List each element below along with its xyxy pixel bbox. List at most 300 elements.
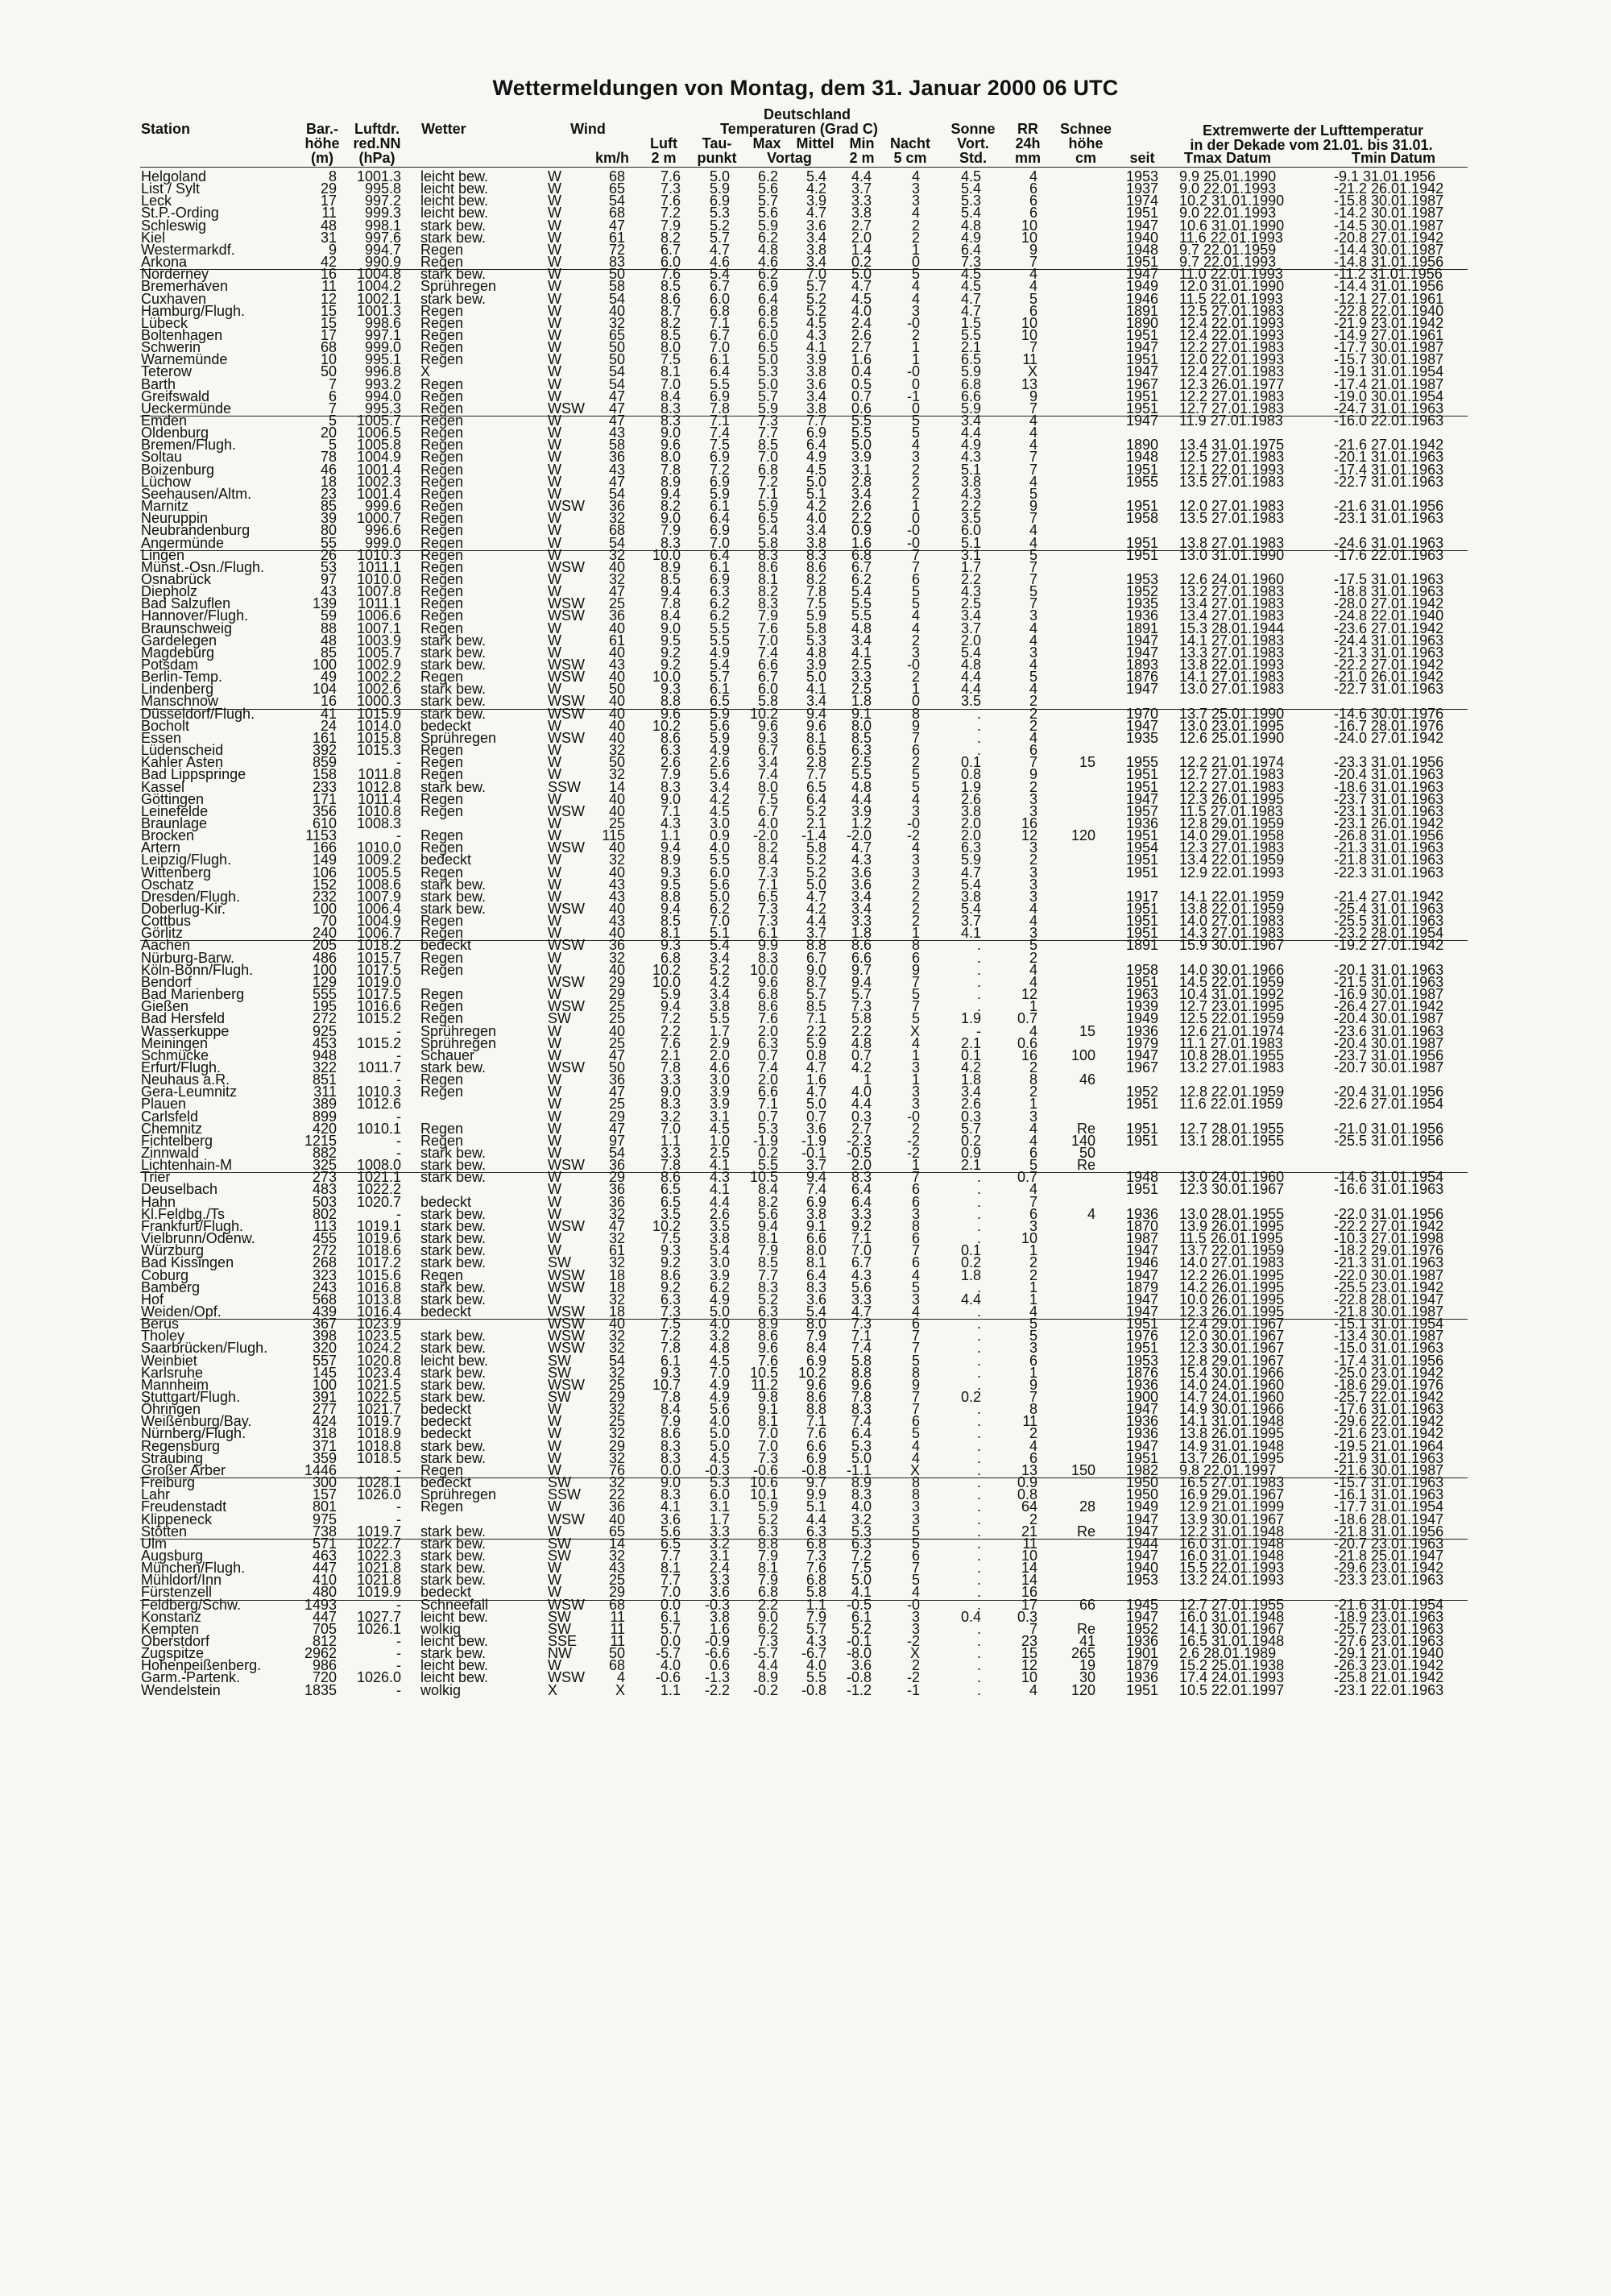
cell-min: 8.0 [851, 718, 872, 734]
cell-wetter: stark bew. [420, 218, 487, 234]
cell-max: 7.3 [757, 913, 778, 929]
cell-tmin: -23.1 31.01.1963 [1334, 510, 1444, 526]
header-bar-hoehe: (m) [311, 150, 333, 166]
cell-sonne: 6.3 [960, 839, 981, 856]
cell-min: 6.7 [851, 559, 872, 575]
cell-sonne: 6.6 [960, 388, 981, 404]
cell-bar: 31 [320, 230, 337, 246]
cell-nacht: 8 [911, 706, 920, 722]
cell-luftdruck: 1005.5 [356, 864, 401, 881]
cell-luft: 8.0 [660, 449, 681, 465]
cell-seit: 1901 [1126, 1645, 1159, 1661]
cell-tmin: -29.6 23.01.1942 [1334, 1560, 1444, 1576]
cell-min: 4.3 [851, 1267, 872, 1283]
cell-max: 5.2 [757, 1511, 778, 1527]
cell-wind-speed: 25 [608, 1010, 625, 1026]
cell-luftdruck: 1027.7 [356, 1609, 401, 1625]
cell-wind-speed: 32 [608, 315, 625, 331]
cell-taupunkt: 0.6 [709, 1657, 730, 1673]
cell-mittel: 4.4 [806, 913, 826, 929]
cell-taupunkt: 3.4 [709, 986, 730, 1002]
cell-tmax: 14.3 27.01.1983 [1179, 925, 1285, 941]
cell-station: Weiden/Opf. [141, 1303, 222, 1320]
cell-luftdruck: 1011.1 [358, 595, 401, 611]
cell-min: 5.7 [851, 986, 872, 1002]
cell-tmin: -18.2 29.01.1976 [1334, 1242, 1444, 1258]
cell-tmin: -14.5 30.01.1987 [1334, 218, 1444, 234]
cell-tmin: -24.0 27.01.1942 [1334, 730, 1444, 746]
cell-sonne: 1.5 [960, 315, 981, 331]
cell-mittel: 4.2 [806, 498, 826, 514]
cell-wind-speed: 29 [608, 1438, 625, 1454]
cell-luft: 3.3 [660, 1145, 681, 1161]
cell-nacht: 4 [911, 1438, 920, 1454]
cell-luftdruck: 1023.9 [356, 1316, 401, 1332]
cell-max: 6.8 [757, 462, 778, 478]
cell-bar: 948 [312, 1047, 337, 1063]
cell-mittel: 5.9 [806, 1035, 826, 1051]
cell-seit: 1936 [1126, 1669, 1159, 1685]
cell-wetter: bedeckt [420, 1401, 472, 1417]
cell-taupunkt: 4.0 [709, 1413, 730, 1429]
cell-luftdruck: 1011.8 [358, 766, 401, 782]
cell-min: 6.2 [851, 571, 872, 587]
cell-bar: 166 [312, 839, 337, 856]
cell-tmin: -20.1 31.01.1963 [1334, 962, 1444, 978]
cell-taupunkt: 6.4 [709, 363, 730, 379]
cell-luft: 7.8 [660, 595, 681, 611]
cell-mittel: 8.2 [806, 571, 826, 587]
cell-tmax: 12.2 27.01.1983 [1179, 339, 1285, 355]
cell-taupunkt: 3.3 [709, 1572, 730, 1588]
cell-nacht: 2 [911, 486, 920, 502]
cell-wind-dir: WSW [548, 1597, 585, 1613]
cell-luftdruck: 1026.0 [356, 1486, 401, 1502]
cell-seit: 1953 [1126, 168, 1159, 184]
cell-tmax: 16.0 31.01.1948 [1179, 1548, 1285, 1564]
cell-wetter: Regen [420, 376, 464, 392]
cell-min: 2.8 [851, 474, 872, 490]
cell-bar: 10 [320, 351, 337, 367]
header-deutschland: Deutschland [763, 106, 851, 122]
cell-wind-dir: SW [548, 1474, 571, 1490]
cell-min: 2.0 [851, 230, 872, 246]
cell-mittel: 4.1 [806, 681, 826, 697]
cell-sonne: . [976, 1548, 981, 1564]
cell-nacht: 1 [911, 925, 920, 941]
header-min: 2 m [849, 150, 875, 166]
cell-nacht: 4 [911, 1267, 920, 1283]
cell-luft: 9.0 [660, 791, 681, 807]
cell-luft: 9.6 [660, 706, 681, 722]
cell-wetter: Regen [420, 791, 464, 807]
cell-mittel: 6.8 [806, 1572, 826, 1588]
cell-max: 4.6 [757, 254, 778, 270]
cell-mittel: 6.4 [806, 437, 826, 453]
cell-tmax: 15.2 25.01.1938 [1179, 1657, 1285, 1673]
cell-wetter: Regen [420, 303, 464, 319]
cell-seit: 1940 [1126, 1560, 1159, 1576]
cell-luftdruck: 1015.7 [356, 950, 401, 966]
cell-taupunkt: 7.0 [709, 913, 730, 929]
cell-min: 0.2 [851, 254, 872, 270]
cell-taupunkt: 6.2 [709, 901, 730, 917]
cell-rr: 4 [1029, 522, 1037, 538]
cell-wind-speed: 40 [608, 559, 625, 575]
cell-max: 5.7 [757, 388, 778, 404]
cell-bar: 371 [312, 1438, 337, 1454]
cell-wetter: Regen [420, 1498, 464, 1515]
cell-nacht: 6 [911, 1316, 920, 1332]
cell-taupunkt: 3.2 [709, 1536, 730, 1552]
cell-wetter: Regen [420, 425, 464, 441]
cell-min: -1.1 [846, 1462, 872, 1478]
cell-wind-speed: 54 [608, 535, 625, 551]
cell-nacht: 3 [911, 1059, 920, 1075]
cell-station: Köln-Bonn/Flugh. [141, 962, 254, 978]
cell-luftdruck: 1019.9 [356, 1584, 401, 1600]
cell-mittel: 3.9 [806, 657, 826, 673]
cell-wind-dir: SSE [548, 1633, 578, 1649]
cell-sonne: 2.6 [960, 1096, 981, 1112]
cell-taupunkt: 5.9 [709, 180, 730, 197]
cell-luft: 0.0 [660, 1597, 681, 1613]
cell-wetter: Regen [420, 437, 464, 453]
cell-max: -1.9 [752, 1133, 778, 1149]
cell-tmax: 14.5 22.01.1959 [1179, 974, 1285, 990]
cell-luft: 8.3 [660, 1450, 681, 1466]
cell-min: 5.0 [851, 437, 872, 453]
cell-station: Klippeneck [141, 1511, 213, 1527]
cell-luft: 8.4 [660, 607, 681, 624]
cell-station: Karlsruhe [141, 1365, 204, 1381]
cell-wind-speed: 14 [608, 779, 625, 795]
header-sonne: Std. [959, 150, 987, 166]
cell-wind-speed: 32 [608, 1291, 625, 1308]
cell-nacht: 7 [911, 974, 920, 990]
cell-station: Lüdenscheid [141, 742, 224, 758]
cell-luft: 8.6 [660, 730, 681, 746]
cell-max: -0.2 [752, 1682, 778, 1698]
cell-luft: 8.4 [660, 1401, 681, 1417]
cell-bar: 272 [312, 1010, 337, 1026]
cell-luft: 8.3 [660, 535, 681, 551]
cell-wind-dir: WSW [548, 1316, 585, 1332]
cell-rr: 11 [1022, 1413, 1037, 1429]
cell-bar: 100 [312, 901, 337, 917]
cell-tmax: 9.9 25.01.1990 [1179, 168, 1277, 184]
cell-wind-dir: SSW [548, 1486, 582, 1502]
cell-wetter: stark bew. [420, 230, 487, 246]
cell-tmin: -18.6 28.01.1947 [1334, 1511, 1444, 1527]
cell-rr: 2 [1029, 1254, 1037, 1270]
cell-rr: 4 [1029, 901, 1037, 917]
cell-taupunkt: 4.5 [709, 1353, 730, 1369]
cell-station: Bad Hersfeld [141, 1010, 226, 1026]
cell-sonne: 6.5 [960, 351, 981, 367]
cell-min: 1.4 [851, 242, 872, 258]
cell-station: Lüchow [141, 474, 192, 490]
cell-tmax: 12.8 29.01.1967 [1179, 1353, 1285, 1369]
cell-rr: 2 [1029, 1267, 1037, 1283]
cell-wetter: Regen [420, 522, 464, 538]
cell-min: 7.0 [851, 1242, 872, 1258]
cell-luft: 6.1 [660, 1609, 681, 1625]
cell-tmin: -17.5 31.01.1963 [1334, 571, 1444, 587]
cell-station: Gießen [141, 998, 189, 1014]
cell-taupunkt: 5.3 [709, 205, 730, 221]
cell-sonne: . [976, 742, 981, 758]
cell-taupunkt: 3.1 [709, 1109, 730, 1125]
cell-min: 2.7 [851, 339, 872, 355]
cell-seit: 1951 [1126, 1340, 1159, 1356]
cell-wind-dir: W [548, 1096, 561, 1112]
cell-max: 10.5 [749, 1169, 778, 1185]
cell-tmin: -14.8 31.01.1956 [1334, 254, 1444, 270]
cell-taupunkt: 6.2 [709, 595, 730, 611]
cell-wind-dir: SW [548, 1389, 571, 1405]
cell-wind-speed: 18 [608, 1303, 625, 1320]
cell-rr: 23 [1021, 1633, 1037, 1649]
cell-station: List / Sylt [141, 180, 201, 197]
cell-station: Erfurt/Flugh. [141, 1059, 222, 1075]
cell-tmax: 17.4 24.01.1993 [1179, 1669, 1285, 1685]
cell-wind-speed: 36 [608, 449, 625, 465]
cell-min: 1.2 [851, 815, 872, 831]
cell-max: 4.4 [757, 1657, 778, 1673]
cell-luft: 7.8 [660, 1340, 681, 1356]
cell-luft: 9.5 [660, 877, 681, 893]
cell-wind-dir: W [548, 339, 561, 355]
cell-mittel: 3.4 [806, 254, 826, 270]
cell-tmax: 12.3 26.01.1995 [1179, 791, 1285, 807]
cell-tmin: -28.0 27.01.1942 [1334, 595, 1444, 611]
cell-station: Magdeburg [141, 644, 215, 661]
cell-wind-speed: 36 [608, 1498, 625, 1515]
cell-wind-dir: W [548, 583, 561, 599]
cell-station: Teterow [141, 363, 193, 379]
cell-sonne: 5.1 [960, 535, 981, 551]
cell-schnee: 50 [1079, 1145, 1095, 1161]
cell-taupunkt: 4.6 [709, 254, 730, 270]
cell-luftdruck: 1019.1 [356, 1218, 401, 1234]
cell-sonne: 0.1 [960, 1242, 981, 1258]
cell-wetter: stark bew. [420, 657, 487, 673]
cell-luftdruck: 1017.5 [356, 986, 401, 1002]
cell-luft: -5.7 [655, 1645, 681, 1661]
cell-luftdruck: 1001.4 [356, 462, 401, 478]
cell-station: Bremen/Flugh. [141, 437, 237, 453]
cell-wind-dir: W [548, 571, 561, 587]
cell-tmin: -21.9 31.01.1963 [1334, 1450, 1444, 1466]
cell-max: 7.9 [757, 1242, 778, 1258]
cell-nacht: 8 [911, 1486, 920, 1502]
cell-taupunkt: 4.0 [709, 1316, 730, 1332]
cell-mittel: 7.9 [806, 1609, 826, 1625]
cell-wind-speed: 47 [608, 412, 625, 429]
cell-taupunkt: 7.0 [709, 1365, 730, 1381]
cell-nacht: 7 [911, 1340, 920, 1356]
cell-wind-dir: W [548, 1450, 561, 1466]
cell-tmax: 14.2 26.01.1995 [1179, 1279, 1285, 1295]
cell-min: 4.4 [851, 791, 872, 807]
cell-station: Braunschweig [141, 620, 233, 636]
cell-wetter: Sprühregen [420, 1035, 497, 1051]
cell-mittel: 5.8 [806, 620, 826, 636]
cell-wetter: Regen [420, 962, 464, 978]
cell-station: Zugspitze [141, 1645, 205, 1661]
cell-rr: 4 [1029, 730, 1037, 746]
cell-wind-speed: 76 [608, 1462, 625, 1478]
cell-sonne: 4.7 [960, 303, 981, 319]
cell-taupunkt: 6.9 [709, 522, 730, 538]
cell-rr: 6 [1029, 180, 1037, 197]
cell-bar: 859 [312, 754, 337, 770]
cell-luftdruck: 1028.1 [356, 1474, 401, 1490]
cell-nacht: 9 [911, 1377, 920, 1393]
cell-wetter: Regen [420, 742, 464, 758]
cell-luft: 7.5 [660, 1230, 681, 1246]
cell-tmax: 13.7 25.01.1990 [1179, 706, 1285, 722]
cell-mittel: 5.0 [806, 669, 826, 685]
cell-nacht: 3 [911, 1511, 920, 1527]
cell-min: 5.3 [851, 1438, 872, 1454]
cell-seit: 1951 [1126, 205, 1159, 221]
cell-mittel: 8.4 [806, 1340, 826, 1356]
cell-rr: 4 [1029, 681, 1037, 697]
cell-wind-dir: W [548, 1035, 561, 1051]
cell-wind-dir: SW [548, 1010, 571, 1026]
cell-luftdruck: 1011.4 [358, 791, 401, 807]
cell-luft: 10.2 [652, 962, 681, 978]
cell-max: 8.9 [757, 1316, 778, 1332]
cell-seit: 1917 [1126, 889, 1159, 905]
cell-bar: 16 [320, 266, 337, 282]
cell-luftdruck: 995.3 [364, 400, 401, 417]
cell-luft: 7.9 [660, 522, 681, 538]
cell-wetter: leicht bew. [420, 1633, 489, 1649]
cell-mittel: 8.1 [806, 1254, 826, 1270]
cell-mittel: -0.8 [801, 1682, 826, 1698]
cell-rr: 3 [1029, 1109, 1037, 1125]
cell-wind-dir: WSW [548, 669, 585, 685]
cell-tmin: -24.8 22.01.1940 [1334, 607, 1444, 624]
cell-tmax: 12.8 22.01.1959 [1179, 1084, 1285, 1100]
cell-luftdruck: - [396, 1023, 401, 1039]
cell-nacht: 5 [911, 412, 920, 429]
cell-seit: 1876 [1126, 669, 1159, 685]
cell-tmax: 12.3 26.01.1995 [1179, 1303, 1285, 1320]
cell-luft: 9.4 [660, 486, 681, 502]
cell-tmin: -14.4 31.01.1956 [1334, 278, 1444, 294]
cell-tmax: 14.0 27.01.1983 [1179, 913, 1285, 929]
cell-wind-speed: 25 [608, 595, 625, 611]
cell-tmax: 13.8 27.01.1983 [1179, 535, 1285, 551]
cell-max: 5.9 [757, 400, 778, 417]
cell-wind-dir: W [548, 1498, 561, 1515]
cell-sonne: 1.8 [960, 1267, 981, 1283]
cell-wind-speed: 29 [608, 974, 625, 990]
cell-wind-speed: 40 [608, 693, 625, 709]
cell-wind-speed: 11 [610, 1621, 625, 1637]
cell-sonne: 6.4 [960, 242, 981, 258]
cell-wind-speed: 65 [608, 1523, 625, 1540]
cell-max: 7.4 [757, 1059, 778, 1075]
cell-rr: 0.6 [1017, 1035, 1037, 1051]
cell-wetter: stark bew. [420, 1328, 487, 1344]
cell-wetter: stark bew. [420, 681, 487, 697]
cell-luftdruck: 1001.4 [356, 486, 401, 502]
cell-tmin: -15.7 30.01.1987 [1334, 351, 1444, 367]
cell-luftdruck: 1006.7 [356, 925, 401, 941]
cell-rr: 4 [1029, 412, 1037, 429]
cell-rr: 2 [1029, 852, 1037, 868]
cell-mittel: 6.6 [806, 1438, 826, 1454]
cell-max: 8.3 [757, 950, 778, 966]
cell-bar: 720 [312, 1669, 337, 1685]
cell-bar: 300 [312, 1474, 337, 1490]
cell-tmax: 12.3 26.01.1977 [1179, 376, 1285, 392]
cell-tmax: 13.2 27.01.1983 [1179, 1059, 1285, 1075]
cell-luftdruck: 1009.2 [356, 852, 401, 868]
cell-luftdruck: 1019.0 [356, 974, 401, 990]
cell-rr: 5 [1029, 486, 1037, 502]
cell-nacht: 1 [911, 1157, 920, 1173]
cell-seit: 1952 [1126, 583, 1159, 599]
cell-seit: 1953 [1126, 1353, 1159, 1369]
cell-wind-speed: 47 [608, 474, 625, 490]
cell-taupunkt: 7.8 [709, 400, 730, 417]
cell-mittel: 7.9 [806, 1328, 826, 1344]
cell-rr: 5 [1029, 1157, 1037, 1173]
cell-mittel: 4.5 [806, 315, 826, 331]
cell-rr: 0.7 [1017, 1010, 1037, 1026]
cell-station: Marnitz [141, 498, 189, 514]
cell-wind-dir: WSW [548, 730, 585, 746]
cell-wetter: Regen [420, 535, 464, 551]
cell-sonne: 0.8 [960, 766, 981, 782]
cell-wetter: Regen [420, 607, 464, 624]
cell-wind-dir: W [548, 644, 561, 661]
cell-station: Kl.Feldbg./Ts [141, 1206, 226, 1222]
header-rr: RR [1017, 121, 1038, 137]
cell-nacht: 6 [911, 1548, 920, 1564]
cell-max: 5.0 [757, 351, 778, 367]
cell-seit: 1951 [1126, 254, 1159, 270]
cell-nacht: 3 [911, 1498, 920, 1515]
header-mittel: Mittel [796, 135, 834, 151]
cell-wind-speed: 32 [608, 1450, 625, 1466]
cell-wetter: Regen [420, 351, 464, 367]
cell-wind-dir: W [548, 925, 561, 941]
cell-station: Mühldorf/Inn [141, 1572, 222, 1588]
cell-luft: 8.5 [660, 571, 681, 587]
cell-wetter: leicht bew. [420, 1353, 489, 1369]
cell-luftdruck: 1002.1 [356, 291, 401, 307]
cell-tmin: -25.8 21.01.1942 [1334, 1669, 1444, 1685]
cell-sonne: 1.9 [960, 779, 981, 795]
cell-luftdruck: 1001.3 [356, 303, 401, 319]
cell-tmax: 13.8 22.01.1959 [1179, 901, 1285, 917]
cell-bar: 195 [312, 998, 337, 1014]
cell-wind-speed: 29 [608, 1584, 625, 1600]
cell-sonne: 4.7 [960, 864, 981, 881]
cell-seit: 1948 [1126, 1169, 1159, 1185]
cell-luftdruck: 1013.8 [356, 1291, 401, 1308]
cell-luftdruck: 1014.0 [356, 718, 401, 734]
cell-max: 9.6 [757, 974, 778, 990]
cell-mittel: 6.8 [806, 1536, 826, 1552]
